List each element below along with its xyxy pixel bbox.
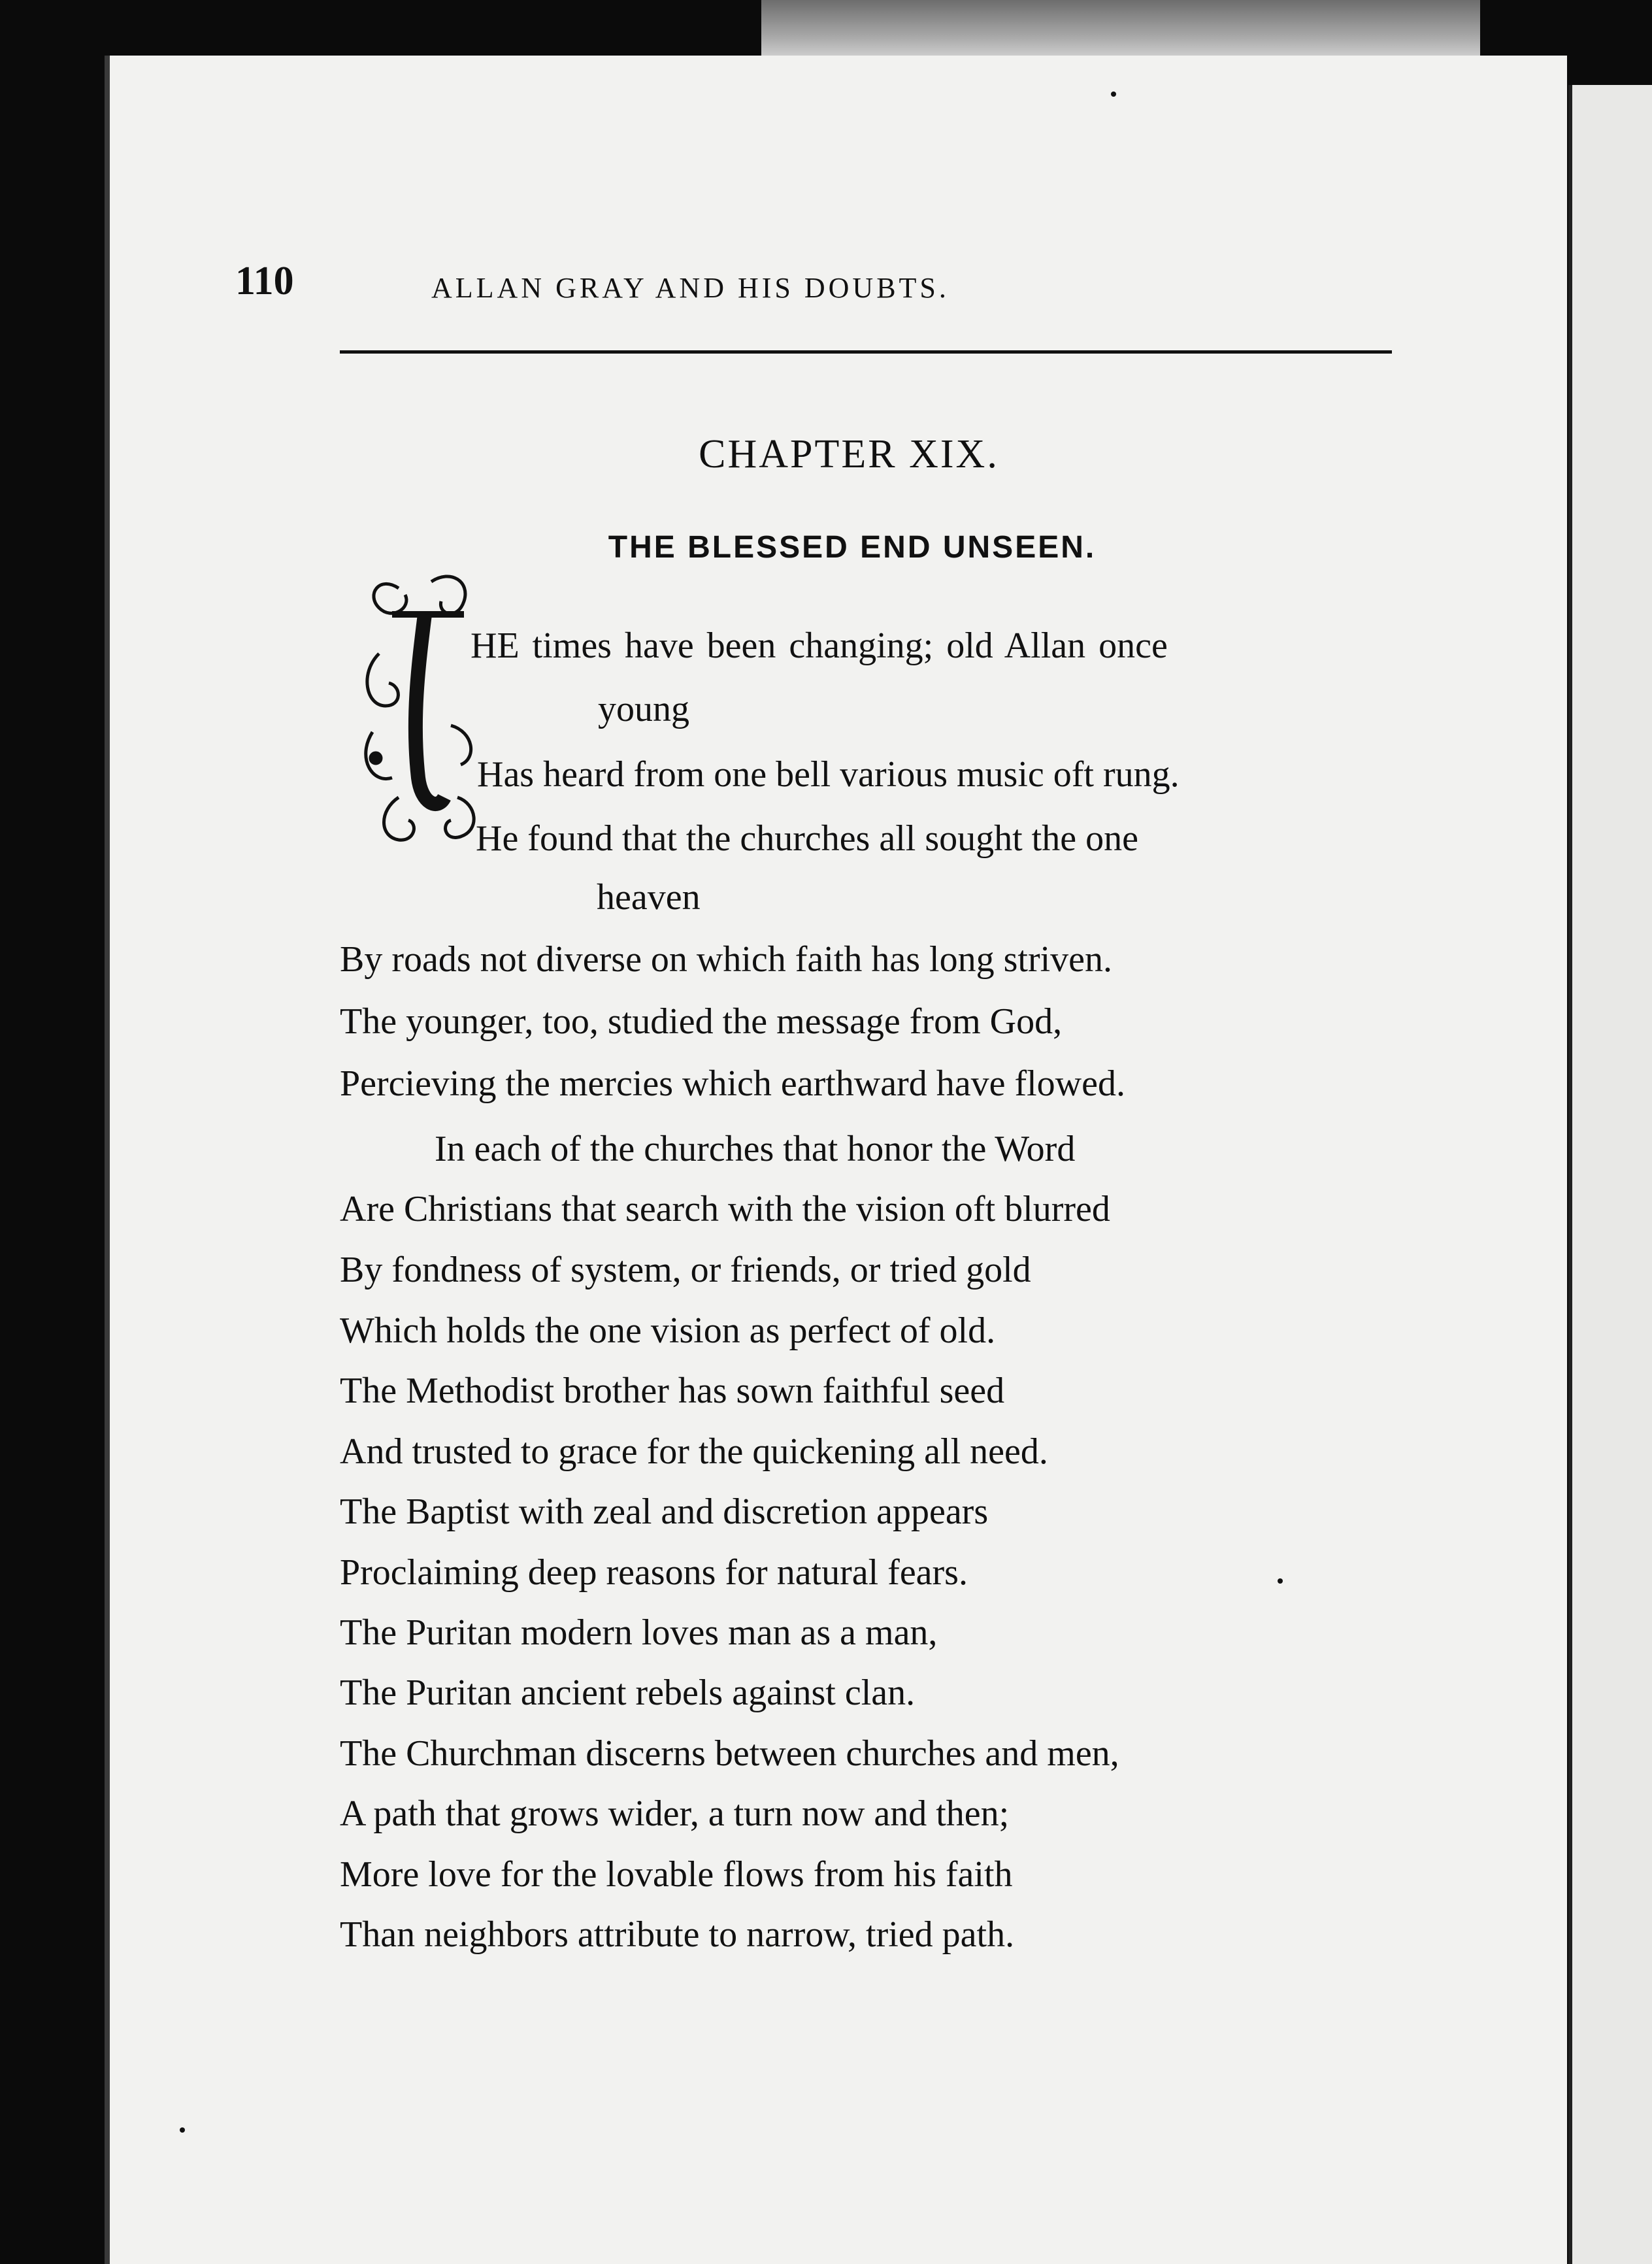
poem-line: And trusted to grace for the quickening all need. <box>340 1431 1048 1472</box>
poem-line: young <box>598 689 689 729</box>
ornate-initial-t-icon <box>353 562 484 856</box>
poem-line: He found that the churches all sought the one <box>476 818 1138 859</box>
running-head <box>235 258 1398 324</box>
poem-line: Percieving the mercies which earthward have flowed. <box>340 1063 1125 1104</box>
page-number: 110 <box>235 259 294 303</box>
running-title: ALLAN GRAY AND HIS DOUBTS. <box>431 272 950 304</box>
poem-line: By fondness of system, or friends, or tried gold <box>340 1250 1031 1290</box>
chapter-subtitle: THE BLESSED END UNSEEN. <box>608 530 1097 565</box>
poem-line: HE times have been changing; old Allan once <box>471 625 1168 666</box>
poem-line: Are Christians that search with the vision oft blurred <box>340 1189 1110 1229</box>
poem-line: More love for the lovable flows from his faith <box>340 1854 1013 1895</box>
ink-speck <box>1278 1578 1283 1584</box>
poem-line: The Methodist brother has sown faithful seed <box>340 1371 1005 1411</box>
poem-line: Than neighbors attribute to narrow, tried path. <box>340 1914 1015 1955</box>
drop-cap-letter: T <box>418 614 419 615</box>
ink-speck <box>180 2127 185 2133</box>
poem-line: In each of the churches that honor the Word <box>435 1129 1076 1169</box>
header-rule <box>340 350 1392 354</box>
poem-line: Has heard from one bell various music oft rung. <box>477 754 1180 795</box>
poem-line: heaven <box>597 877 701 918</box>
facing-page-tab <box>761 0 1480 62</box>
poem-line: The younger, too, studied the message from God, <box>340 1001 1063 1042</box>
poem-line: By roads not diverse on which faith has long striven. <box>340 939 1113 980</box>
poem-line: The Churchman discerns between churches and men, <box>340 1733 1119 1774</box>
poem-line: Proclaiming deep reasons for natural fears. <box>340 1552 968 1593</box>
poem-line: The Puritan modern loves man as a man, <box>340 1612 938 1653</box>
poem-line: Which holds the one vision as perfect of old. <box>340 1310 996 1351</box>
poem-line: The Baptist with zeal and discretion appears <box>340 1491 989 1532</box>
poem-line: A path that grows wider, a turn now and then; <box>340 1793 1010 1834</box>
ink-speck <box>1111 92 1116 97</box>
poem-line: The Puritan ancient rebels against clan. <box>340 1673 916 1713</box>
chapter-title: CHAPTER XIX. <box>699 432 999 476</box>
next-page-edge <box>1568 85 1652 2264</box>
